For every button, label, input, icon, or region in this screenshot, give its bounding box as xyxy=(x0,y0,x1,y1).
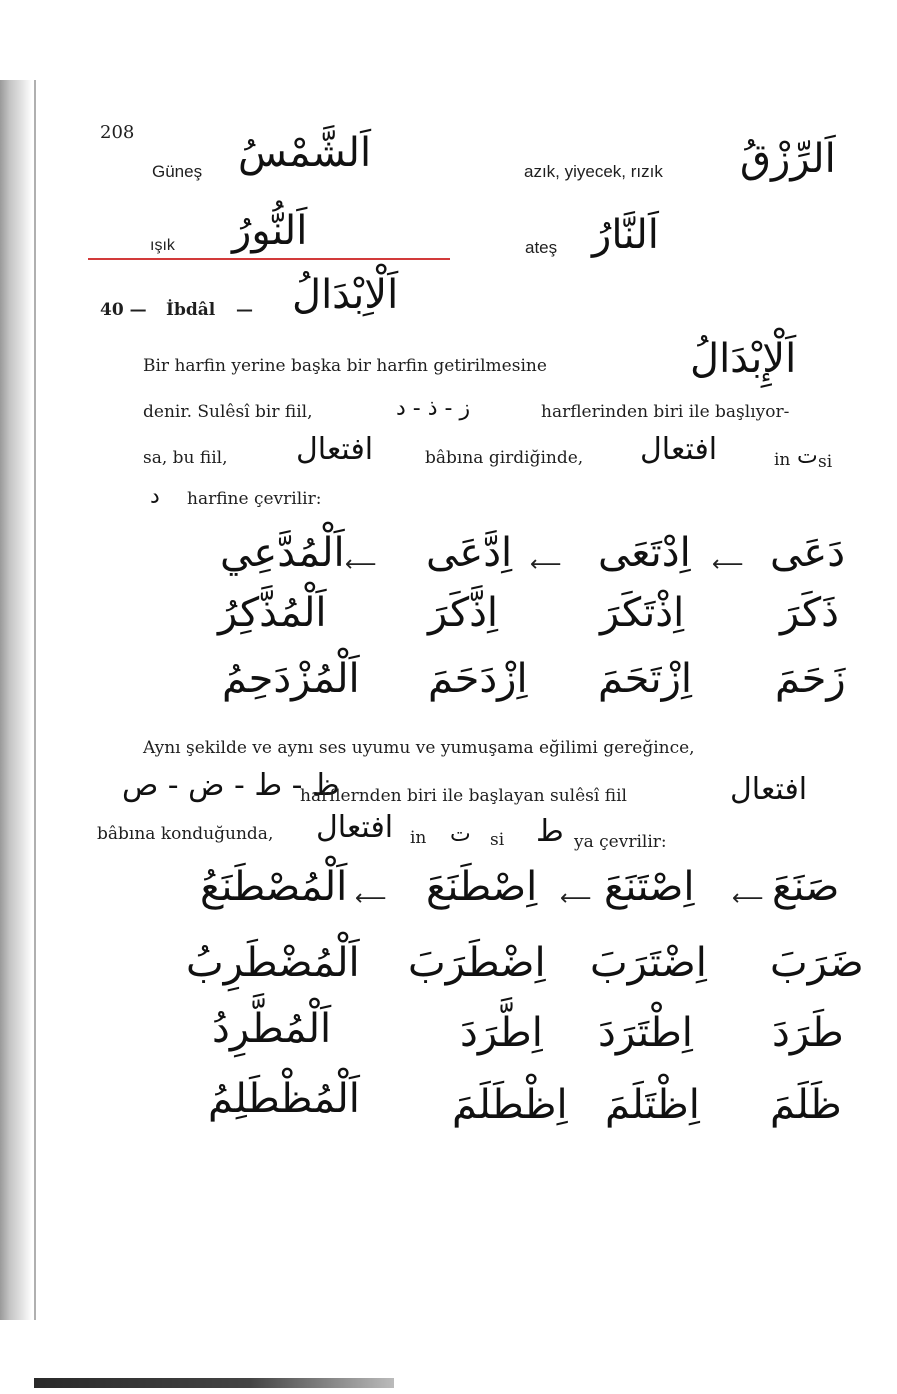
table2-r2-c2: اِضْتَرَبَ xyxy=(590,940,707,986)
para1-line4-ar: د xyxy=(150,484,160,509)
table1-r1-c1: دَعَى xyxy=(770,530,846,576)
para2-line2-ar2: افتعال xyxy=(730,772,808,807)
table1-r3-c1: زَحَمَ xyxy=(775,656,846,702)
arrow-icon: ⟵ xyxy=(345,552,377,577)
para1-line3-ar3: ت xyxy=(797,444,818,469)
para2-line2: harflernden biri ile başlayan sulêsî fiil xyxy=(300,786,627,806)
vocab-isik-ar: اَلنُّورُ xyxy=(232,208,308,254)
table1-r2-c1: ذَكَرَ xyxy=(780,590,839,636)
red-underline xyxy=(88,258,450,260)
para1-line3c: in xyxy=(774,450,791,470)
table1-r3-c3: اِزْدَحَمَ xyxy=(428,656,528,702)
table1-r3-c4: اَلْمُزْدَحِمُ xyxy=(222,656,360,702)
table2-r3-c1: طَرَدَ xyxy=(772,1010,844,1056)
table1-r2-c2: اِذْتَكَرَ xyxy=(600,590,685,636)
table1-r1-c3: اِدَّعَى xyxy=(426,530,513,576)
para1-line1-arabic: اَلْإِبْدَالُ xyxy=(690,336,797,382)
para1-line2-letters: ز - ذ - د xyxy=(396,396,471,421)
vocab-gunes-ar: اَلشَّمْسُ xyxy=(238,130,372,176)
arrow-icon: ⟵ xyxy=(355,886,387,911)
para2-line2-letters: ظ - ط - ض - ص xyxy=(122,768,340,803)
table2-r4-c1: ظَلَمَ xyxy=(770,1082,842,1128)
table2-r4-c4: اَلْمُظْطَلِمُ xyxy=(208,1076,360,1122)
para2-line3-ar1: افتعال xyxy=(316,810,394,845)
table2-r2-c4: اَلْمُضْطَرِبُ xyxy=(186,940,360,986)
para1-line3b: bâbına girdiğinde, xyxy=(425,448,584,468)
para1-line3-ar1: افتعال xyxy=(296,432,374,467)
table2-r1-c1: صَنَعَ xyxy=(772,864,840,910)
section-number: 40 — xyxy=(100,300,147,320)
table2-r2-c3: اِضْطَرَبَ xyxy=(408,940,546,986)
table2-r4-c2: اِظْتَلَمَ xyxy=(605,1082,700,1128)
para1-line4: harfine çevrilir: xyxy=(187,489,322,509)
table1-r2-c3: اِذَّكَرَ xyxy=(428,590,499,636)
table1-r3-c2: اِزْتَحَمَ xyxy=(598,656,693,702)
para1-line3a: sa, bu fiil, xyxy=(143,448,228,468)
table2-r3-c2: اِطْتَرَدَ xyxy=(598,1010,693,1056)
arrow-icon: ⟵ xyxy=(712,552,744,577)
para2-line1: Aynı şekilde ve aynı ses uyumu ve yumuşama eğilimi gereğince, xyxy=(143,738,695,758)
para1-line3d: si xyxy=(818,452,833,472)
para2-line3-ar3: ط xyxy=(536,814,564,849)
bottom-scan-bar xyxy=(34,1378,394,1388)
para1-line2a: denir. Sulêsî bir fiil, xyxy=(143,402,313,422)
para1-line2b: harflerinden biri ile başlıyor- xyxy=(541,402,790,422)
para2-line3-ar2: ت xyxy=(450,822,471,847)
para2-line3a: bâbına konduğunda, xyxy=(97,824,274,844)
page-edge-line xyxy=(34,80,36,1320)
table2-r1-c4: اَلْمُصْطَنَعُ xyxy=(200,864,348,910)
vocab-isik-tr: ışık xyxy=(150,237,175,254)
section-dash: — xyxy=(236,300,253,320)
para1-line3-ar2: افتعال xyxy=(640,432,718,467)
arrow-icon: ⟵ xyxy=(732,886,764,911)
table2-r1-c2: اِصْتَنَعَ xyxy=(604,864,695,910)
table1-r1-c4: اَلْمُدَّعِي xyxy=(220,530,345,576)
para2-line3d: ya çevrilir: xyxy=(574,832,667,852)
section-title: İbdâl xyxy=(166,300,216,320)
table2-r2-c1: ضَرَبَ xyxy=(770,940,864,986)
section-arabic: اَلْاِبْدَالُ xyxy=(292,272,399,318)
para2-line3b: in xyxy=(410,828,427,848)
table2-r3-c4: اَلْمُطَّرِدُ xyxy=(212,1006,332,1052)
vocab-ates-ar: اَلنَّارُ xyxy=(592,212,659,258)
arrow-icon: ⟵ xyxy=(560,886,592,911)
table2-r1-c3: اِصْطَنَعَ xyxy=(426,864,538,910)
para1-line1: Bir harfin yerine başka bir harfin getirilmesine xyxy=(143,356,547,376)
vocab-azik-ar: اَلرِّزْقُ xyxy=(740,136,836,182)
para2-line3c: si xyxy=(490,830,505,850)
vocab-gunes-tr: Güneş xyxy=(152,162,203,181)
table2-r3-c3: اِطَّرَدَ xyxy=(460,1010,543,1056)
page-number: 208 xyxy=(100,122,135,143)
page-edge-shadow xyxy=(0,80,32,1320)
arrow-icon: ⟵ xyxy=(530,552,562,577)
table2-r4-c3: اِظْطَلَمَ xyxy=(452,1082,568,1128)
table1-r1-c2: اِدْتَعَى xyxy=(598,530,691,576)
table1-r2-c4: اَلْمُذَّكِرُ xyxy=(218,590,327,636)
vocab-azik-tr: azık, yiyecek, rızık xyxy=(524,162,663,181)
vocab-ates-tr: ateş xyxy=(525,238,558,257)
